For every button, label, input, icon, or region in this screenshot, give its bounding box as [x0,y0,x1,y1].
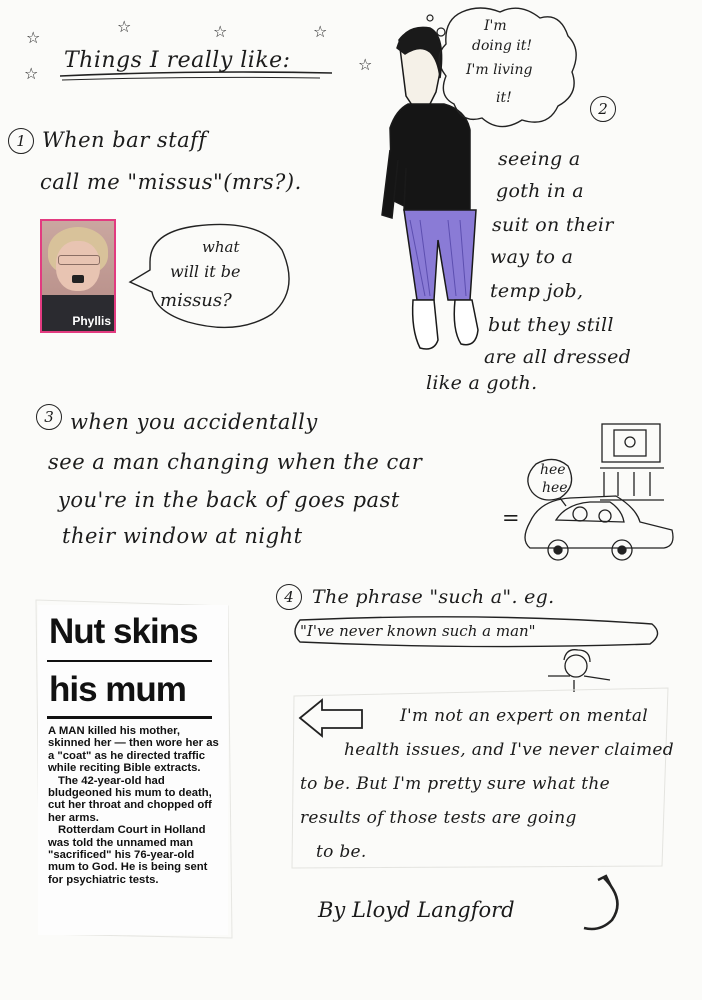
car-speech-line-1: hee [540,462,566,478]
item2-line-8: like a goth. [426,372,538,394]
item3-line-2: see a man changing when the car [48,450,423,474]
comment-line-4: results of those tests are going [300,808,577,828]
thought-line-2: doing it! [472,38,533,54]
headline-line-1: Nut skins [49,612,198,651]
article-paragraph-1: A MAN killed his mother, skinned her — then wore her as a "coat" as he directed traffic while reciting Bible extracts. [48,725,219,775]
article-paragraph-2: The 42-year-old had bludgeoned his mum to death, cut her throat and chopped off her arms. [48,774,212,824]
item3-line-1: when you accidentally [70,410,318,434]
headline-rule [47,660,212,662]
item1-line-1: When bar staff [42,128,207,152]
star-icon: ☆ [358,55,373,74]
item-number-3: 3 [36,404,62,430]
star-icon: ☆ [117,17,132,36]
photo-face [56,241,100,291]
item-number-2: 2 [590,96,616,122]
comment-line-3: to be. But I'm pretty sure what the [300,774,611,794]
headline-line-2: his mum [49,670,186,709]
item-number-4: 4 [276,584,302,610]
photo-caption: Phyllis [72,314,111,328]
star-icon: ☆ [213,22,228,41]
item2-line-5: temp job, [490,280,584,302]
item3-line-3: you're in the back of goes past [58,488,400,512]
photo-glasses [58,255,100,265]
item-number-1: 1 [8,128,34,154]
article-paragraph-3: Rotterdam Court in Holland was told the unnamed man "sacrificed" his 76-year-old mum to God. He is being sent for psychiatric tests. [48,824,208,886]
page-title: Things I really like: [64,48,291,73]
item1-line-2: call me "missus"(mrs?). [40,170,302,194]
thought-line-3: I'm living [466,62,533,78]
item2-line-6: but they still [488,314,614,336]
item4-example: "I've never known such a man" [300,622,536,640]
item2-line-4: way to a [490,246,574,268]
article-body [48,725,220,886]
item4-text: The phrase "such a". eg. [312,586,555,608]
item2-line-1: seeing a [498,148,581,170]
comment-line-5: to be. [316,842,367,862]
star-icon: ☆ [313,22,328,41]
car-speech-line-2: hee [542,480,568,496]
thought-line-4: it! [496,90,512,106]
goth-figure [382,27,478,349]
item3-line-4: their window at night [62,524,303,548]
speech-line-2: will it be [170,262,241,281]
item2-line-3: suit on their [492,214,614,236]
speech-line-3: missus? [160,290,232,311]
comment-line-2: health issues, and I've never claimed [344,740,674,760]
phyllis-photo [40,219,116,333]
comment-line-1: I'm not an expert on mental [400,706,648,726]
star-icon: ☆ [26,28,41,47]
item2-line-2: goth in a [496,180,584,202]
star-icon: ☆ [24,64,39,83]
byline: By Lloyd Langford [318,898,515,922]
thought-line-1: I'm [484,18,507,34]
headline-rule [47,716,212,719]
speech-line-1: what [202,238,240,256]
small-face-doodle [548,650,610,692]
item2-line-7: are all dressed [484,346,632,368]
equals-sign: = [502,506,521,530]
photo-mouth [72,275,84,283]
